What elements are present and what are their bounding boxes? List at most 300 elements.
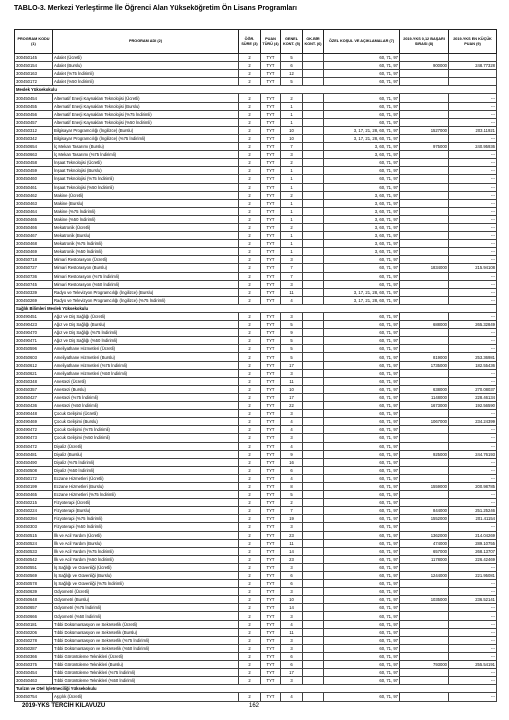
cell-conditions: 60, 71, 97 [324, 442, 400, 450]
cell-code: 300450348 [15, 377, 53, 385]
cell-min-score: 182.55436 [449, 361, 497, 369]
cell-name: Ağız ve Diş Sağlığı (%50 İndirimli) [53, 337, 239, 345]
cell-conditions: 60, 71, 97 [324, 466, 400, 474]
table-row [15, 288, 497, 296]
cell-general-quota: 5 [281, 491, 303, 499]
cell-success-rank: 819000 [400, 353, 449, 361]
cell-conditions: 60, 71, 97 [324, 669, 400, 677]
cell-conditions: 60, 71, 97 [324, 94, 400, 102]
cell-duration: 2 [239, 652, 261, 660]
cell-conditions: 60, 71, 97 [324, 256, 400, 264]
cell-name: Mimari Restorasyon (Ücretli) [53, 256, 239, 264]
cell-score-type: TYT [261, 62, 281, 70]
cell-score-type: TYT [261, 499, 281, 507]
cell-min-score: --- [449, 296, 497, 304]
cell-min-score: --- [449, 232, 497, 240]
cell-score-type: TYT [261, 523, 281, 531]
cell-success-rank [400, 474, 449, 482]
cell-top-quota [303, 693, 324, 701]
table-row [15, 644, 497, 652]
cell-name: Odyometri (%50 İndirimli) [53, 612, 239, 620]
table-row [15, 588, 497, 596]
cell-success-rank: 1362000 [400, 531, 449, 539]
cell-top-quota [303, 474, 324, 482]
cell-min-score: --- [449, 499, 497, 507]
cell-top-quota [303, 442, 324, 450]
cell-conditions: 60, 71, 97 [324, 393, 400, 401]
cell-duration: 2 [239, 248, 261, 256]
col-header-min-score: 2019-YKS EN KÜÇÜK PUAN (9) [449, 30, 497, 54]
cell-code: 300450357 [15, 385, 53, 393]
cell-duration: 2 [239, 491, 261, 499]
cell-general-quota: 17 [281, 361, 303, 369]
cell-conditions: 60, 71, 97 [324, 345, 400, 353]
cell-top-quota [303, 466, 324, 474]
cell-top-quota [303, 280, 324, 288]
cell-general-quota: 2 [281, 223, 303, 231]
cell-conditions: 3, 60, 71, 97 [324, 223, 400, 231]
cell-success-rank: 1244000 [400, 572, 449, 580]
cell-score-type: TYT [261, 118, 281, 126]
cell-min-score: 244.76193 [449, 450, 497, 458]
table-row [15, 377, 497, 385]
cell-code: 300450181 [15, 620, 53, 628]
cell-code: 300450621 [15, 369, 53, 377]
col-header-name: PROGRAM ADI (2) [53, 30, 239, 54]
cell-duration: 2 [239, 377, 261, 385]
cell-conditions: 60, 71, 97 [324, 596, 400, 604]
table-row [15, 466, 497, 474]
cell-top-quota [303, 644, 324, 652]
cell-min-score: --- [449, 604, 497, 612]
cell-conditions: 60, 71, 97 [324, 110, 400, 118]
cell-name: İç Mekan Tasarımı (%75 İndirimli) [53, 151, 239, 159]
cell-min-score: --- [449, 313, 497, 321]
cell-success-rank [400, 329, 449, 337]
cell-duration: 2 [239, 175, 261, 183]
cell-score-type: TYT [261, 321, 281, 329]
cell-conditions: 60, 71, 97 [324, 434, 400, 442]
table-row [15, 126, 497, 134]
cell-top-quota [303, 604, 324, 612]
cell-success-rank [400, 693, 449, 701]
cell-min-score: --- [449, 434, 497, 442]
cell-code: 300490469 [15, 418, 53, 426]
cell-general-quota: 17 [281, 669, 303, 677]
cell-top-quota [303, 652, 324, 660]
cell-score-type: TYT [261, 572, 281, 580]
cell-score-type: TYT [261, 563, 281, 571]
cell-score-type: TYT [261, 531, 281, 539]
cell-success-rank: 1559000 [400, 482, 449, 490]
cell-score-type: TYT [261, 539, 281, 547]
cell-duration: 2 [239, 78, 261, 86]
cell-name: Odyometri (Burslu) [53, 596, 239, 604]
cell-success-rank [400, 78, 449, 86]
cell-conditions: 60, 71, 97 [324, 54, 400, 62]
cell-min-score: --- [449, 102, 497, 110]
cell-success-rank [400, 159, 449, 167]
table-row [15, 232, 497, 240]
cell-conditions: 60, 71, 97 [324, 78, 400, 86]
table-row [15, 636, 497, 644]
cell-score-type: TYT [261, 126, 281, 134]
cell-name: Aşçılık (Ücretli) [53, 693, 239, 701]
cell-conditions: 60, 71, 97 [324, 491, 400, 499]
cell-score-type: TYT [261, 361, 281, 369]
cell-duration: 2 [239, 183, 261, 191]
cell-top-quota [303, 402, 324, 410]
cell-conditions: 60, 71, 97 [324, 620, 400, 628]
cell-top-quota [303, 458, 324, 466]
cell-code: 300450456 [15, 110, 53, 118]
table-row [15, 272, 497, 280]
cell-code: 300450648 [15, 596, 53, 604]
table-row [15, 94, 497, 102]
cell-duration: 2 [239, 474, 261, 482]
cell-score-type: TYT [261, 353, 281, 361]
cell-success-rank [400, 377, 449, 385]
cell-success-rank [400, 313, 449, 321]
cell-code: 300450342 [15, 134, 53, 142]
cell-name: İnşaat Teknolojisi (Burslu) [53, 167, 239, 175]
cell-duration: 2 [239, 466, 261, 474]
cell-code: 300450463 [15, 677, 53, 685]
cell-top-quota [303, 596, 324, 604]
table-row [15, 669, 497, 677]
cell-score-type: TYT [261, 191, 281, 199]
cell-success-rank [400, 191, 449, 199]
cell-duration: 2 [239, 232, 261, 240]
cell-score-type: TYT [261, 78, 281, 86]
cell-success-rank [400, 580, 449, 588]
cell-success-rank [400, 369, 449, 377]
table-row [15, 337, 497, 345]
cell-min-score: --- [449, 207, 497, 215]
cell-code: 300450172 [15, 78, 53, 86]
cell-general-quota: 6 [281, 62, 303, 70]
cell-score-type: TYT [261, 580, 281, 588]
cell-min-score: --- [449, 677, 497, 685]
cell-min-score: --- [449, 410, 497, 418]
cell-duration: 2 [239, 199, 261, 207]
cell-top-quota [303, 272, 324, 280]
cell-min-score: 265.32849 [449, 321, 497, 329]
cell-general-quota: 3 [281, 612, 303, 620]
cell-name: Mekatronik (Burslu) [53, 232, 239, 240]
table-row [15, 70, 497, 78]
cell-success-rank [400, 215, 449, 223]
cell-min-score: --- [449, 369, 497, 377]
cell-conditions: 60, 71, 97 [324, 167, 400, 175]
cell-top-quota [303, 580, 324, 588]
cell-general-quota: 8 [281, 482, 303, 490]
table-row [15, 499, 497, 507]
cell-min-score: --- [449, 167, 497, 175]
cell-name: Mimari Restorasyon (%75 İndirimli) [53, 272, 239, 280]
table-row [15, 118, 497, 126]
cell-min-score [449, 78, 497, 86]
cell-name: Bilgisayar Programcılığı (İngilizce) (Burslu) [53, 126, 239, 134]
cell-success-rank [400, 54, 449, 62]
cell-code: 300450454 [15, 94, 53, 102]
cell-top-quota [303, 563, 324, 571]
cell-name: İç Mekan Tasarımı (Burslu) [53, 143, 239, 151]
cell-top-quota [303, 183, 324, 191]
cell-duration: 2 [239, 547, 261, 555]
cell-success-rank: 844000 [400, 507, 449, 515]
cell-top-quota [303, 482, 324, 490]
cell-top-quota [303, 118, 324, 126]
cell-score-type: TYT [261, 450, 281, 458]
cell-conditions: 60, 71, 97 [324, 450, 400, 458]
cell-name: İnşaat Teknolojisi (%75 İndirimli) [53, 175, 239, 183]
cell-top-quota [303, 134, 324, 142]
cell-success-rank [400, 248, 449, 256]
cell-top-quota [303, 531, 324, 539]
cell-code: 300450163 [15, 70, 53, 78]
cell-general-quota: 1 [281, 232, 303, 240]
cell-conditions: 60, 71, 97 [324, 377, 400, 385]
cell-min-score: --- [449, 199, 497, 207]
cell-top-quota [303, 507, 324, 515]
table-header-row [15, 30, 497, 54]
cell-min-score: --- [449, 466, 497, 474]
cell-code: 300450542 [15, 555, 53, 563]
cell-score-type: TYT [261, 264, 281, 272]
cell-duration: 2 [239, 62, 261, 70]
cell-success-rank: 474000 [400, 539, 449, 547]
cell-success-rank [400, 110, 449, 118]
cell-score-type: TYT [261, 54, 281, 62]
cell-code: 300450206 [15, 628, 53, 636]
cell-success-rank [400, 94, 449, 102]
cell-min-score: --- [449, 491, 497, 499]
cell-name: Anestezi (%75 İndirimli) [53, 393, 239, 401]
cell-score-type: TYT [261, 94, 281, 102]
table-row [15, 110, 497, 118]
cell-min-score: --- [449, 329, 497, 337]
cell-top-quota [303, 78, 324, 86]
cell-code: 300490448 [15, 410, 53, 418]
table-row [15, 62, 497, 70]
cell-min-score: --- [449, 118, 497, 126]
cell-name: Radyo ve Televizyon Programcılığı (İngilizce) (Burslu) [53, 288, 239, 296]
cell-general-quota: 1 [281, 215, 303, 223]
cell-duration: 2 [239, 563, 261, 571]
cell-name: İlk ve Acil Yardım (%75 İndirimli) [53, 547, 239, 555]
table-row [15, 385, 497, 393]
cell-success-rank [400, 628, 449, 636]
cell-general-quota: 1 [281, 110, 303, 118]
col-header-conditions: ÖZEL KOŞUL VE AÇIKLAMALAR (7) [324, 30, 400, 54]
cell-success-rank [400, 426, 449, 434]
cell-conditions: 60, 71, 97 [324, 555, 400, 563]
cell-general-quota: 10 [281, 126, 303, 134]
cell-name: Anestezi (Burslu) [53, 385, 239, 393]
cell-conditions: 3, 17, 21, 28, 60, 71, 97 [324, 134, 400, 142]
cell-code: 300450472 [15, 442, 53, 450]
cell-success-rank [400, 134, 449, 142]
col-header-code: PROGRAM KODU (1) [15, 30, 53, 54]
cell-score-type: TYT [261, 385, 281, 393]
cell-conditions: 60, 71, 97 [324, 369, 400, 377]
cell-code: 300450436 [15, 402, 53, 410]
cell-name: İş Sağlığı ve Güvenliği (%75 İndirimli) [53, 580, 239, 588]
cell-duration: 2 [239, 458, 261, 466]
cell-conditions: 60, 71, 97 [324, 612, 400, 620]
section-row [15, 685, 497, 693]
cell-duration: 2 [239, 402, 261, 410]
cell-name: Tıbbi Görüntüleme Teknikleri (Ücretli) [53, 652, 239, 660]
cell-success-rank [400, 102, 449, 110]
cell-name: Makine (Ücretli) [53, 191, 239, 199]
cell-conditions: 60, 71, 97 [324, 636, 400, 644]
col-header-score-type: PUAN TÜRÜ (4) [261, 30, 281, 54]
cell-score-type: TYT [261, 110, 281, 118]
cell-min-score: --- [449, 215, 497, 223]
table-row [15, 264, 497, 272]
cell-duration: 2 [239, 644, 261, 652]
cell-code: 300450654 [15, 143, 53, 151]
cell-duration: 2 [239, 612, 261, 620]
cell-success-rank [400, 118, 449, 126]
cell-success-rank [400, 183, 449, 191]
cell-conditions: 3, 60, 71, 97 [324, 199, 400, 207]
cell-name: Adalet (%75 İndirimli) [53, 70, 239, 78]
cell-success-rank [400, 232, 449, 240]
cell-general-quota: 1 [281, 175, 303, 183]
cell-top-quota [303, 329, 324, 337]
cell-code: 300450569 [15, 572, 53, 580]
cell-min-score: --- [449, 652, 497, 660]
cell-top-quota [303, 612, 324, 620]
cell-top-quota [303, 515, 324, 523]
cell-conditions: 60, 71, 97 [324, 175, 400, 183]
cell-conditions: 60, 71, 97 [324, 458, 400, 466]
cell-score-type: TYT [261, 661, 281, 669]
cell-min-score: --- [449, 474, 497, 482]
cell-general-quota: 19 [281, 515, 303, 523]
cell-conditions: 60, 71, 97 [324, 547, 400, 555]
cell-min-score: --- [449, 134, 497, 142]
cell-duration: 2 [239, 361, 261, 369]
cell-general-quota: 1 [281, 167, 303, 175]
cell-top-quota [303, 523, 324, 531]
cell-min-score: --- [449, 280, 497, 288]
cell-duration: 2 [239, 669, 261, 677]
cell-general-quota: 12 [281, 70, 303, 78]
table-row [15, 143, 497, 151]
cell-top-quota [303, 426, 324, 434]
cell-min-score [449, 54, 497, 62]
cell-name: Anestezi (Ücretli) [53, 377, 239, 385]
cell-code: 300450172 [15, 474, 53, 482]
cell-score-type: TYT [261, 612, 281, 620]
cell-code: 300450468 [15, 240, 53, 248]
cell-duration: 2 [239, 572, 261, 580]
section-title: Meslek Yüksekokulu [15, 86, 497, 94]
cell-duration: 2 [239, 223, 261, 231]
cell-conditions: 60, 71, 97 [324, 531, 400, 539]
cell-score-type: TYT [261, 604, 281, 612]
cell-top-quota [303, 393, 324, 401]
cell-name: İlk ve Acil Yardım (%50 İndirimli) [53, 555, 239, 563]
cell-min-score: 289.10755 [449, 539, 497, 547]
cell-name: Makine (%50 İndirimli) [53, 215, 239, 223]
cell-general-quota: 4 [281, 693, 303, 701]
table-row [15, 620, 497, 628]
cell-code: 300450663 [15, 151, 53, 159]
cell-duration: 2 [239, 442, 261, 450]
cell-code: 300450467 [15, 232, 53, 240]
cell-code: 300450199 [15, 482, 53, 490]
cell-success-rank: 657000 [400, 547, 449, 555]
cell-duration: 2 [239, 555, 261, 563]
cell-name: Çocuk Gelişimi (%50 İndirimli) [53, 434, 239, 442]
cell-min-score: --- [449, 248, 497, 256]
cell-top-quota [303, 669, 324, 677]
cell-code: 300450458 [15, 159, 53, 167]
cell-general-quota: 7 [281, 143, 303, 151]
cell-conditions: 60, 71, 97 [324, 580, 400, 588]
section-title: Turizm ve Otel İşletmeciliği Yüksekokulu [15, 685, 497, 693]
cell-code: 300450466 [15, 223, 53, 231]
cell-min-score: --- [449, 377, 497, 385]
cell-code: 300450145 [15, 54, 53, 62]
cell-score-type: TYT [261, 329, 281, 337]
cell-score-type: TYT [261, 159, 281, 167]
cell-top-quota [303, 175, 324, 183]
cell-top-quota [303, 620, 324, 628]
cell-min-score: --- [449, 175, 497, 183]
cell-code: 300450515 [15, 531, 53, 539]
cell-duration: 2 [239, 677, 261, 685]
section-row [15, 304, 497, 312]
table-row [15, 321, 497, 329]
cell-name: Ameliyathane Hizmetleri (%50 İndirimli) [53, 369, 239, 377]
cell-conditions: 60, 71, 97 [324, 604, 400, 612]
cell-score-type: TYT [261, 652, 281, 660]
cell-success-rank [400, 620, 449, 628]
cell-top-quota [303, 70, 324, 78]
cell-top-quota [303, 199, 324, 207]
cell-code: 300490472 [15, 426, 53, 434]
cell-top-quota [303, 240, 324, 248]
cell-name: Diyaliz (Ücretli) [53, 442, 239, 450]
cell-top-quota [303, 353, 324, 361]
cell-duration: 2 [239, 151, 261, 159]
cell-general-quota: 14 [281, 547, 303, 555]
cell-score-type: TYT [261, 215, 281, 223]
cell-min-score: 255.54191 [449, 661, 497, 669]
cell-conditions: 60, 71, 97 [324, 159, 400, 167]
cell-name: Alternatif Enerji Kaynakları Teknolojisi (Burslu) [53, 102, 239, 110]
footer-guide-label: 2019-YKS TERCİH KILAVUZU [22, 703, 106, 709]
table-row [15, 555, 497, 563]
cell-min-score: --- [449, 94, 497, 102]
cell-success-rank: 1552000 [400, 515, 449, 523]
cell-top-quota [303, 337, 324, 345]
cell-score-type: TYT [261, 102, 281, 110]
cell-duration: 2 [239, 636, 261, 644]
cell-code: 300490423 [15, 321, 53, 329]
cell-success-rank [400, 223, 449, 231]
cell-min-score: 236.52141 [449, 596, 497, 604]
cell-name: Eczane Hizmetleri (Ücretli) [53, 474, 239, 482]
cell-general-quota: 11 [281, 377, 303, 385]
cell-name: Fizyoterapi (Ücretli) [53, 499, 239, 507]
